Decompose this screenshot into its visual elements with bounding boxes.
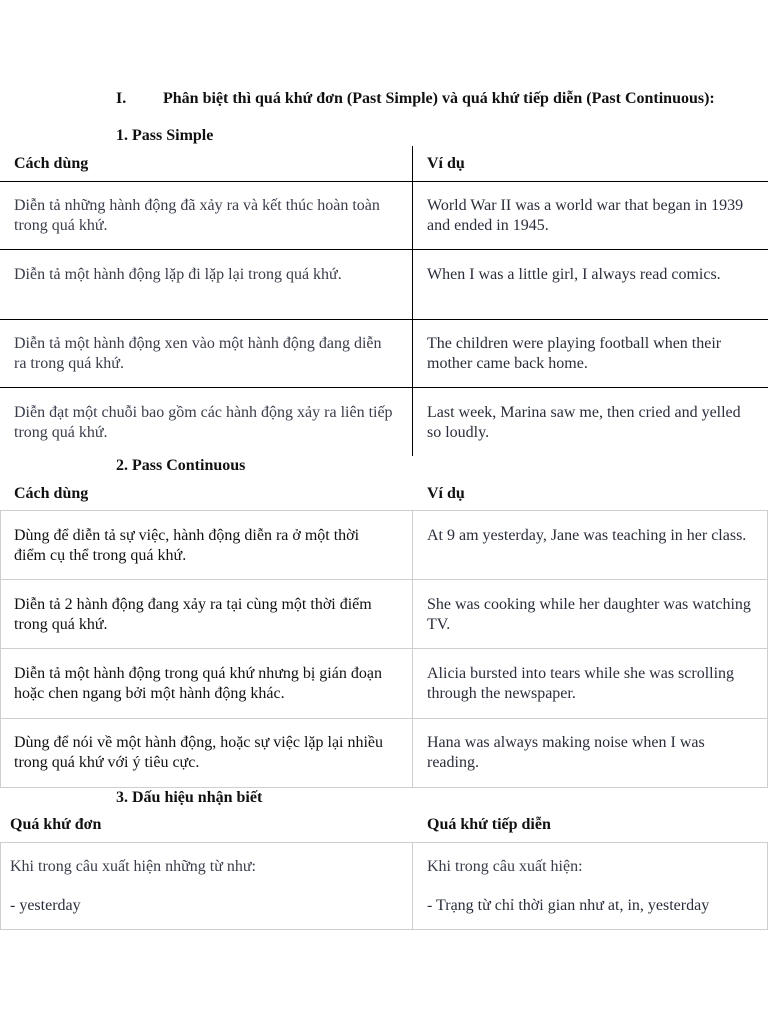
- table-border: [0, 510, 1, 788]
- table-row-use: Diễn tả những hành động đã xảy ra và kết thúc hoàn toàn trong quá khứ.: [14, 197, 380, 234]
- row-divider: [0, 648, 768, 649]
- row-divider: [0, 929, 768, 930]
- header-example: Ví dụ: [427, 485, 465, 502]
- table-row-use: Diễn tả một hành động trong quá khứ nhưng bị gián đoạn hoặc chen ngang bởi một hành động khác.: [14, 665, 382, 702]
- past-continuous-signs-intro: Khi trong câu xuất hiện:: [427, 858, 583, 875]
- table-row-example: When I was a little girl, I always read comics.: [427, 266, 721, 283]
- table-row-example: At 9 am yesterday, Jane was teaching in her class.: [427, 527, 747, 544]
- table-border: [0, 842, 1, 930]
- column-divider: [412, 842, 413, 930]
- section1-title: 1. Pass Simple: [116, 127, 214, 144]
- past-continuous-sign-item: - Trạng từ chỉ thời gian như at, in, yesterday: [427, 897, 710, 914]
- section-number: I.: [116, 90, 127, 107]
- row-divider: [0, 718, 768, 719]
- row-divider: [0, 842, 768, 843]
- table-row-example: Alicia bursted into tears while she was scrolling through the newspaper.: [427, 665, 735, 702]
- header-use: Cách dùng: [14, 155, 89, 172]
- table-row-example: Last week, Marina saw me, then cried and yelled so loudly.: [427, 404, 741, 441]
- header-past-continuous: Quá khứ tiếp diễn: [427, 816, 551, 833]
- section3-title: 3. Dấu hiệu nhận biết: [116, 789, 263, 806]
- table-row-example: World War II was a world war that began in 1939 and ended in 1945.: [427, 197, 744, 234]
- row-divider: [0, 787, 768, 788]
- header-use: Cách dùng: [14, 485, 89, 502]
- row-divider: [0, 181, 768, 182]
- section2-title: 2. Pass Continuous: [116, 457, 246, 474]
- column-divider: [412, 510, 413, 788]
- table-row-example: The children were playing football when their mother came back home.: [427, 335, 722, 372]
- column-divider: [412, 146, 413, 456]
- past-simple-signs-intro: Khi trong câu xuất hiện những từ như:: [10, 858, 256, 875]
- table-row-use: Dùng để nói về một hành động, hoặc sự việc lặp lại nhiều trong quá khứ với ý tiêu cực.: [14, 734, 384, 771]
- table-row-use: Diễn tả 2 hành động đang xảy ra tại cùng một thời điểm trong quá khứ.: [14, 596, 372, 633]
- row-divider: [0, 579, 768, 580]
- header-example: Ví dụ: [427, 155, 465, 172]
- row-divider: [0, 387, 768, 388]
- table-row-use: Dùng để diễn tả sự việc, hành động diễn ra ở một thời điểm cụ thể trong quá khứ.: [14, 527, 360, 564]
- row-divider: [0, 510, 768, 511]
- table-row-example: She was cooking while her daughter was watching TV.: [427, 596, 751, 633]
- row-divider: [0, 319, 768, 320]
- header-past-simple: Quá khứ đơn: [10, 816, 102, 833]
- table-row-use: Diễn đạt một chuỗi bao gồm các hành động xảy ra liên tiếp trong quá khứ.: [14, 404, 393, 441]
- table-row-example: Hana was always making noise when I was reading.: [427, 734, 705, 771]
- page-title: Phân biệt thì quá khứ đơn (Past Simple) và quá khứ tiếp diễn (Past Continuous):: [163, 90, 715, 107]
- row-divider: [0, 249, 768, 250]
- table-row-use: Diễn tả một hành động lặp đi lặp lại trong quá khứ.: [14, 266, 342, 283]
- past-simple-sign-item: - yesterday: [10, 897, 81, 914]
- table-row-use: Diễn tả một hành động xen vào một hành động đang diễn ra trong quá khứ.: [14, 335, 382, 372]
